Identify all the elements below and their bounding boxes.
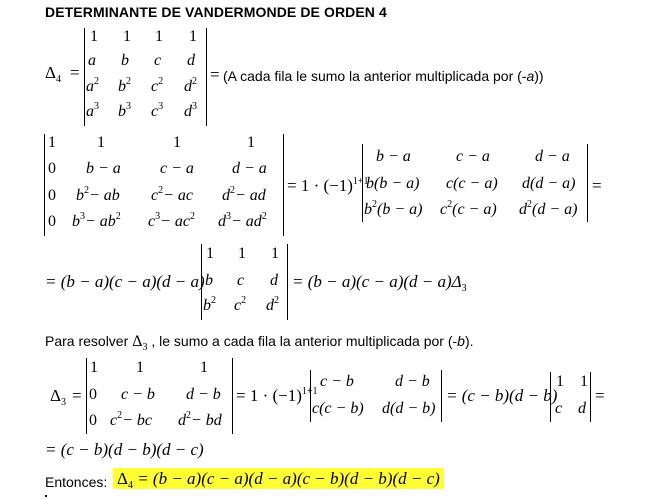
m3-cell: c − a bbox=[456, 148, 490, 165]
row-operation-note-2: Para resolver $\Delta_3$ , le sumo a cada fila la anterior multiplicada por (-b). bbox=[45, 333, 474, 353]
m2-cell: d − a bbox=[232, 160, 267, 177]
m3-cell: $d^2(d - a)$ bbox=[519, 199, 578, 218]
m7-cell: 1 bbox=[580, 373, 588, 390]
m1-cell: $a^3$ bbox=[86, 101, 99, 120]
row-operation-note: (A cada fila le sumo la anterior multiplicada por (-a)) bbox=[223, 68, 544, 84]
m5-cell: 0 bbox=[89, 386, 97, 403]
m1-cell: 1 bbox=[123, 28, 131, 45]
m1-cell: $d^2$ bbox=[184, 76, 197, 95]
determinant-bar-right bbox=[287, 244, 288, 320]
m1-cell: $c^2$ bbox=[151, 76, 164, 95]
m4-cell: b bbox=[205, 272, 213, 289]
determinant-bar-right bbox=[232, 358, 233, 434]
m6-cell: d(d − b) bbox=[382, 400, 436, 417]
m4-cell: c bbox=[237, 272, 245, 289]
m1-cell: a bbox=[88, 52, 96, 69]
m3-cell: $c^2(c - a)$ bbox=[440, 199, 497, 218]
m2-cell: 0 bbox=[48, 187, 56, 204]
m5-cell: $d^2-$ bd bbox=[178, 410, 222, 429]
m4-cell: d bbox=[270, 272, 278, 289]
cursor-dot bbox=[45, 495, 47, 497]
determinant-bar-left bbox=[84, 28, 85, 126]
equals-sign: = bbox=[592, 176, 602, 195]
m2-cell: $c^2-$ ac bbox=[151, 185, 194, 204]
m2-cell: $c^3- ac^2$ bbox=[148, 211, 196, 230]
m2-cell: $b^2-$ ab bbox=[76, 185, 120, 204]
m1-cell: $a^2$ bbox=[86, 76, 99, 95]
determinant-bar-left bbox=[86, 358, 87, 434]
determinant-bar-left bbox=[44, 134, 45, 236]
m2-cell: 1 bbox=[97, 134, 105, 151]
delta4-label: $\Delta_4$ bbox=[45, 63, 61, 85]
m5-cell: $c^2-$ bc bbox=[110, 410, 153, 429]
m6-cell: c(c − b) bbox=[312, 400, 364, 417]
m1-cell: $d^3$ bbox=[184, 101, 197, 120]
product-factor: = (c − b)(d − b) bbox=[446, 386, 558, 405]
m6-cell: d − b bbox=[395, 373, 430, 390]
determinant-bar-left bbox=[310, 370, 311, 422]
product-factor-delta3: = $(b - a)(c - a)(d - a)\Delta_3$ bbox=[292, 272, 467, 294]
conclusion-label: Entonces: bbox=[45, 474, 108, 490]
m1-cell: c bbox=[154, 52, 162, 69]
m6-cell: c − b bbox=[320, 373, 354, 390]
equals-sign: = bbox=[595, 386, 605, 405]
m4-cell: $d^2$ bbox=[266, 295, 279, 314]
delta3-label: $\Delta_3$ bbox=[50, 386, 66, 408]
m5-cell: d − b bbox=[186, 386, 221, 403]
final-result: $\Delta_4 = (b - a)(c - a)(d - a)(c - b)(d - b)(d - c)$ bbox=[113, 469, 444, 489]
m3-cell: b(b − a) bbox=[366, 175, 420, 192]
m2-cell: 0 bbox=[48, 160, 56, 177]
m5-cell: 1 bbox=[200, 359, 208, 376]
m2-cell: $d^3- ad^2$ bbox=[218, 211, 267, 230]
m5-cell: 1 bbox=[136, 359, 144, 376]
m2-cell: 1 bbox=[247, 134, 255, 151]
m4-cell: 1 bbox=[238, 245, 246, 262]
m1-cell: $b^3$ bbox=[118, 101, 131, 120]
cofactor-expansion: = $1 \cdot (-1)^{1+1}$ bbox=[236, 386, 318, 405]
m2-cell: b − a bbox=[86, 160, 121, 177]
m1-cell: 1 bbox=[155, 28, 163, 45]
m2-cell: c − a bbox=[160, 160, 194, 177]
m4-cell: 1 bbox=[206, 245, 214, 262]
m2-cell: 1 bbox=[173, 134, 181, 151]
m3-cell: $b^2(b - a)$ bbox=[364, 199, 423, 218]
m4-cell: $c^2$ bbox=[234, 295, 247, 314]
m4-cell: $b^2$ bbox=[203, 295, 216, 314]
equals-sign: = bbox=[72, 386, 82, 405]
product-factor: = (b − a)(c − a)(d − a) bbox=[45, 272, 205, 291]
m2-cell: 1 bbox=[48, 134, 56, 151]
m1-cell: b bbox=[121, 52, 129, 69]
m2-cell: 0 bbox=[48, 213, 56, 230]
m7-cell: 1 bbox=[556, 373, 564, 390]
m1-cell: 1 bbox=[189, 28, 197, 45]
determinant-bar-right bbox=[590, 372, 591, 422]
m2-cell: $b^3- ab^2$ bbox=[72, 211, 121, 230]
m1-cell: $b^2$ bbox=[118, 76, 131, 95]
cofactor-expansion: = $1 \cdot (-1)^{1+1}$ bbox=[287, 176, 369, 195]
m5-cell: 1 bbox=[90, 359, 98, 376]
m5-cell: c − b bbox=[121, 386, 155, 403]
m3-cell: b − a bbox=[376, 148, 411, 165]
m3-cell: d − a bbox=[535, 148, 570, 165]
determinant-bar-right bbox=[441, 370, 442, 422]
determinant-bar-right bbox=[206, 28, 207, 126]
m7-cell: c bbox=[555, 400, 563, 417]
m3-cell: c(c − a) bbox=[446, 175, 498, 192]
determinant-bar-left bbox=[201, 244, 202, 320]
equals-sign: = bbox=[70, 63, 80, 82]
determinant-bar-left bbox=[550, 372, 551, 422]
m3-cell: d(d − a) bbox=[522, 175, 576, 192]
m4-cell: 1 bbox=[271, 245, 279, 262]
determinant-bar-right bbox=[283, 134, 284, 236]
m5-cell: 0 bbox=[89, 412, 97, 429]
delta3-result: = (c − b)(d − b)(d − c) bbox=[45, 440, 204, 459]
m2-cell: $d^2-$ ad bbox=[222, 185, 266, 204]
document-title: DETERMINANTE DE VANDERMONDE DE ORDEN 4 bbox=[45, 4, 387, 20]
equals-sign: = bbox=[210, 65, 220, 84]
m1-cell: $c^3$ bbox=[151, 101, 164, 120]
determinant-bar-left bbox=[362, 144, 363, 222]
determinant-bar-right bbox=[587, 144, 588, 222]
m1-cell: 1 bbox=[90, 28, 98, 45]
m7-cell: d bbox=[578, 400, 586, 417]
m1-cell: d bbox=[187, 52, 195, 69]
